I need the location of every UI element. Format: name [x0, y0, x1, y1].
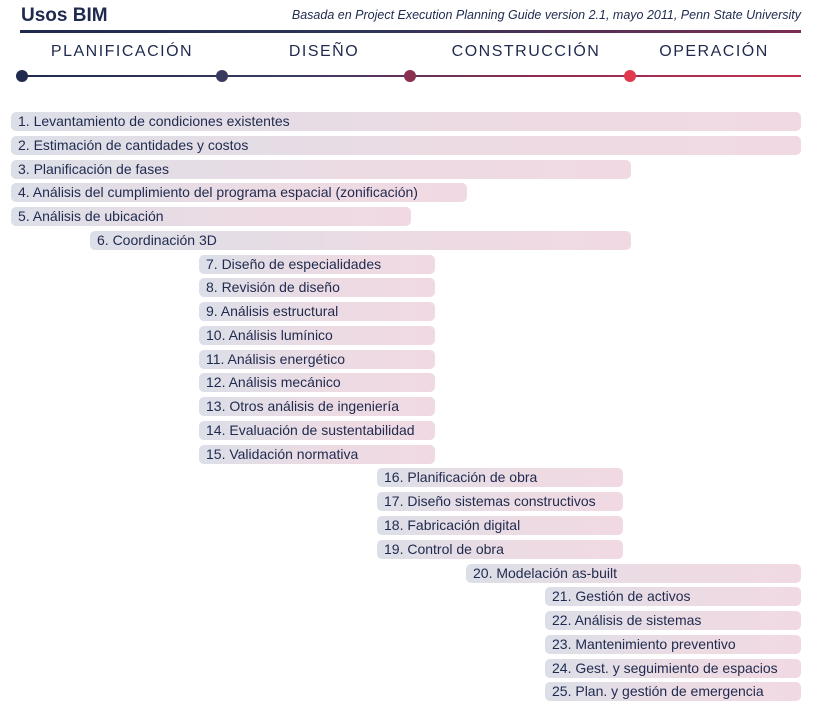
bim-use-bar-1: 1. Levantamiento de condiciones existentes [11, 112, 801, 131]
page-title: Usos BIM [21, 5, 108, 26]
header-divider [20, 30, 801, 33]
source-subtitle: Basada en Project Execution Planning Guide version 2.1, mayo 2011, Penn State University [291, 8, 801, 22]
bim-use-bar-2: 2. Estimación de cantidades y costos [11, 136, 801, 155]
bim-use-bar-22: 22. Análisis de sistemas [545, 611, 801, 630]
bim-use-bar-25: 25. Plan. y gestión de emergencia [545, 682, 801, 701]
bim-use-bar-24: 24. Gest. y seguimiento de espacios [545, 659, 801, 678]
phase-marker-planificacion [16, 70, 28, 82]
bim-use-bar-19: 19. Control de obra [377, 540, 623, 559]
bim-use-bar-17: 17. Diseño sistemas constructivos [377, 492, 623, 511]
bim-use-bar-6: 6. Coordinación 3D [90, 231, 631, 250]
bim-use-bar-7: 7. Diseño de especialidades [199, 255, 435, 274]
bim-use-bar-14: 14. Evaluación de sustentabilidad [199, 421, 435, 440]
bim-use-bar-5: 5. Análisis de ubicación [11, 207, 411, 226]
bim-use-bar-20: 20. Modelación as-built [466, 564, 801, 583]
phase-label-operacion: OPERACIÓN [659, 43, 769, 60]
bim-use-bar-13: 13. Otros análisis de ingeniería [199, 397, 435, 416]
bim-use-bar-16: 16. Planificación de obra [377, 468, 623, 487]
bim-use-bar-10: 10. Análisis lumínico [199, 326, 435, 345]
bim-use-bar-18: 18. Fabricación digital [377, 516, 623, 535]
phase-label-diseno: DISEÑO [288, 43, 360, 60]
bim-use-bar-3: 3. Planificación de fases [11, 160, 631, 179]
bim-use-bar-15: 15. Validación normativa [199, 445, 435, 464]
phase-marker-operacion [624, 70, 636, 82]
bim-use-bar-8: 8. Revisión de diseño [199, 278, 435, 297]
bim-use-bar-11: 11. Análisis energético [199, 350, 435, 369]
bim-use-bar-21: 21. Gestión de activos [545, 587, 801, 606]
phase-label-planificacion: PLANIFICACIÓN [50, 43, 194, 60]
bim-use-bar-23: 23. Mantenimiento preventivo [545, 635, 801, 654]
bim-use-bar-9: 9. Análisis estructural [199, 302, 435, 321]
phase-marker-diseno [216, 70, 228, 82]
phase-label-construccion: CONSTRUCCIÓN [451, 43, 601, 60]
bim-use-bar-12: 12. Análisis mecánico [199, 373, 435, 392]
bim-use-bar-4: 4. Análisis del cumplimiento del programa espacial (zonificación) [11, 183, 467, 202]
phase-marker-construccion [404, 70, 416, 82]
